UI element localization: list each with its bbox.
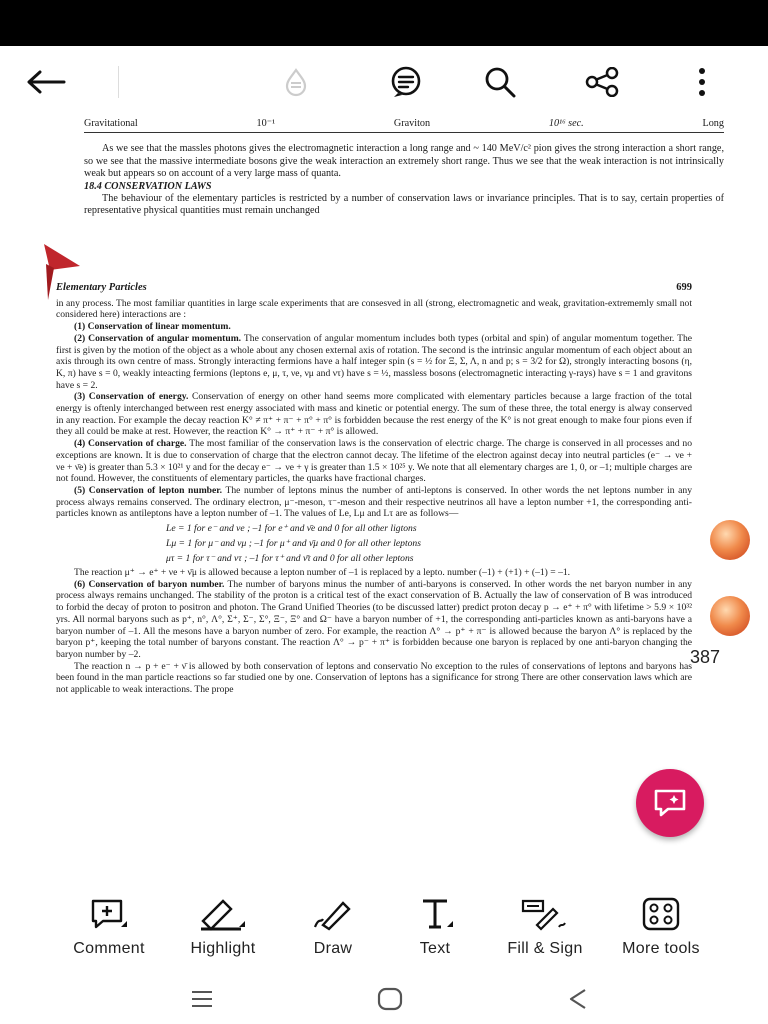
table-row [84,118,724,133]
top-toolbar [0,46,768,118]
list-item [56,579,692,661]
tool-label: Text [419,940,451,957]
previous-page-fragment [84,118,724,217]
page-number: 699 [676,282,692,293]
toolbar-divider [118,66,119,98]
paragraph: in any process. The most familiar quantities in large scale experiments that are consesved in all (strong, electromagnetic and weak, gravitation-extrememly small not considered here) interactions are : [56,297,692,321]
comment-sparkle-icon[interactable] [636,769,704,837]
document-viewer[interactable] [0,118,768,880]
table-cell: 10⁻¹ [256,118,276,129]
list-item: (1) Conservation of linear momentum. [74,321,231,333]
highlight-button[interactable] [168,894,278,958]
text-button[interactable] [380,894,490,958]
paragraph: As we see that the massles photons gives the electromagnetic interaction a long range and ~ 140 MeV/c² pion gives the strong interaction a short range, so we see that the massive intermediate bosons give the weak interaction an extremely short range. Thus we see that the weak interaction is not intrinsically weak but appears so on account of a very large mass of quanta. [84,143,724,180]
tool-label: Highlight [190,940,256,957]
table-cell: Graviton [393,118,431,129]
fill-sign-icon [490,894,600,934]
list-item-heading: (3) Conservation of energy. [74,391,189,403]
search-icon[interactable] [478,60,522,104]
text-icon [380,894,490,934]
share-icon[interactable] [580,60,624,104]
draw-button[interactable] [278,894,388,958]
running-head [56,282,692,294]
grid-icon [606,894,716,934]
scroll-thumb-icon[interactable] [710,520,750,560]
more-vertical-icon[interactable] [680,60,724,104]
table-cell: Long [702,118,724,129]
formula: Le = 1 for e⁻ and νe ; –1 for e⁺ and ν̄e and 0 for all other ligtons [166,523,417,535]
list-item-heading: (4) Conservation of charge. [74,438,187,450]
tool-label: Draw [313,940,353,957]
home-icon[interactable] [370,986,410,1012]
list-item-body: Conservation of energy on other hand seems more complicated with elementary particles because a large fraction of the total energy is oftenly interchanged between rest energy associated with mass and kinetic or potential energy. The sum of these three, the total energy is alway conserved in any reaction. For example the decay reaction K° ≠ π⁺ + π⁻ + π° + π° is forbidden because the rest energy of the K° is not great enough to make four pions even if they all could be make at rest. However, the reaction K° → π⁺ + π⁻ + π° is allowed. [56,391,692,438]
list-item [56,333,692,392]
paragraph: The reaction n → p + e⁻ + ν̄ is allowed by both conservation of leptons and conservatio No exception to the rules of conservations of leptons and baryons has been found in the man particle reactions so far studied one by one. Conservation of leptons has a significance for strong There are other conservation laws which are not applicable to weak interactions. The prope [56,660,692,696]
list-item-body: The most familiar of the conservation laws is the conservation of electric charge. The charge is conserved in all processes and no exceptions are known. It is due to conservation of charge that the electron cannot decay. The lifetime of the electron against decay into neutral particles (e⁻ → νe + νe + ν̄e) is greater than 5.3 × 10²¹ y and for the decay e⁻ → νe + γ is greater than 1.5 × 10²⁵ y. We note that all elementary charges are 1, 0, or –1; multiple charges are not found. However, the constituents of elementary particles, the quarks have fractional charges. [56,438,692,485]
formula: Lμ = 1 for μ⁻ and νμ ; –1 for μ⁺ and ν̄μ and 0 for all other leptons [166,538,421,550]
scroll-thumb-icon[interactable] [710,596,750,636]
paragraph: The reaction μ⁺ → e⁺ + νe + ν̄μ is allowed because a lepton number of –1 is replaced by a lepto. number (–1) + (+1) + (–1) = –1. [74,567,571,579]
water-drop-icon[interactable] [274,60,318,104]
pen-draw-icon [278,894,388,934]
list-item-body: The number of baryons minus the number of anti-baryons is conserved. In other words the net baryon number in any process always remains unchanged. The stability of the proton is a critical test of the exact conservation of B. Actually the law of conservation of B was introduced to forbid the decay of proton to positron and photon. The Grand Unified Theories (to be discussed latter) predict proton decay p → e⁺ + π° with lifetime > 5.9 × 10³² yrs. All normal baryons such as p⁺, n°, Λ°, Σ⁺, Σ⁻, Σ°, Ξ⁻, Ξ° and Ω⁻ have a baryon number of +1, the corresponding anti-particles known as anti-baryons have a baryon number of –1. All the mesons have a baryon number of zero. For example, the reaction Λ° → p⁺ + π⁻ is allowed because the baryon Λ° is replaced by the baryon p⁺, keeping the total number of baryons constant. The reaction Λ° → p⁻ + π⁺ is forbidden because one baryon is replaced by one anti-baryon changing the baryon number by –2. [56,578,692,660]
recent-apps-icon[interactable] [182,986,222,1012]
list-item [56,485,692,520]
list-item-heading: (6) Conservation of baryon number. [74,578,225,590]
list-item [56,391,692,438]
tool-label: More tools [622,940,700,957]
list-item [56,438,692,485]
status-bar [0,0,768,46]
more-tools-button[interactable] [606,894,716,958]
system-nav-bar [0,974,768,1024]
formula: μτ = 1 for τ⁻ and ντ ; –1 for τ⁺ and ν̄τ and 0 for all other leptons [166,553,414,565]
fill-sign-button[interactable] [490,894,600,958]
section-heading: 18.4 CONSERVATION LAWS [84,180,212,192]
list-item-heading: (5) Conservation of lepton number. [74,484,223,496]
table-cell: Gravitational [84,118,138,129]
tool-label: Comment [73,940,145,957]
comment-button[interactable] [54,894,164,958]
page-indicator: 387 [690,647,721,667]
back-nav-icon[interactable] [558,986,598,1012]
list-item-body: The number of leptons minus the number of anti-leptons is conserved. In other words the net leptons number in any process always remains conserved. The ordinary electron, μ⁻-meson, τ⁻-meson and their respective neutrinos all have a lepton number +1, the corresponding anti-particles known as antileptons have a lepton number of –1. The values of Le, Lμ and Lτ are as follows— [56,484,692,520]
page-699 [56,282,692,878]
highlighter-icon [168,894,278,934]
tool-label: Fill & Sign [507,940,583,957]
list-item-body: The conservation of angular momentum includes both types (orbital and spin) of angular momentum together. The first is given by the motion of the object as a whole about any chosen external axis of rotation. The second is the intrinsic angular momentum of each object about an axis through its own centre of mass. Strongly interacting fermions have a half integer spin (s = ½ for Ξ, Σ, Λ, n and p; s = 3/2 for Ω), strongly interacting bosons (η, K, π) have s = 0, weakly inteacting fermions (leptons e, μ, τ, νe, νμ and ντ) have s = ½, massless bosons (electromagnetic interacting γ-rays) have s = 1 and gravitons have s = 2. [56,332,692,391]
list-item-heading: (2) Conservation of angular momentum. [74,332,242,344]
comment-add-icon [54,894,164,934]
arrow-left-icon[interactable] [24,60,68,104]
running-head-title: Elementary Particles [56,282,147,293]
comment-bubble-icon[interactable] [384,60,428,104]
bottom-toolbar [0,882,768,974]
paragraph: The behaviour of the elementary particles is restricted by a number of conservation laws or invariance principles. That is to say, certain properties of representative physical quantities must remain unchanged [84,193,724,217]
table-cell: 10¹⁶ sec. [548,118,584,129]
